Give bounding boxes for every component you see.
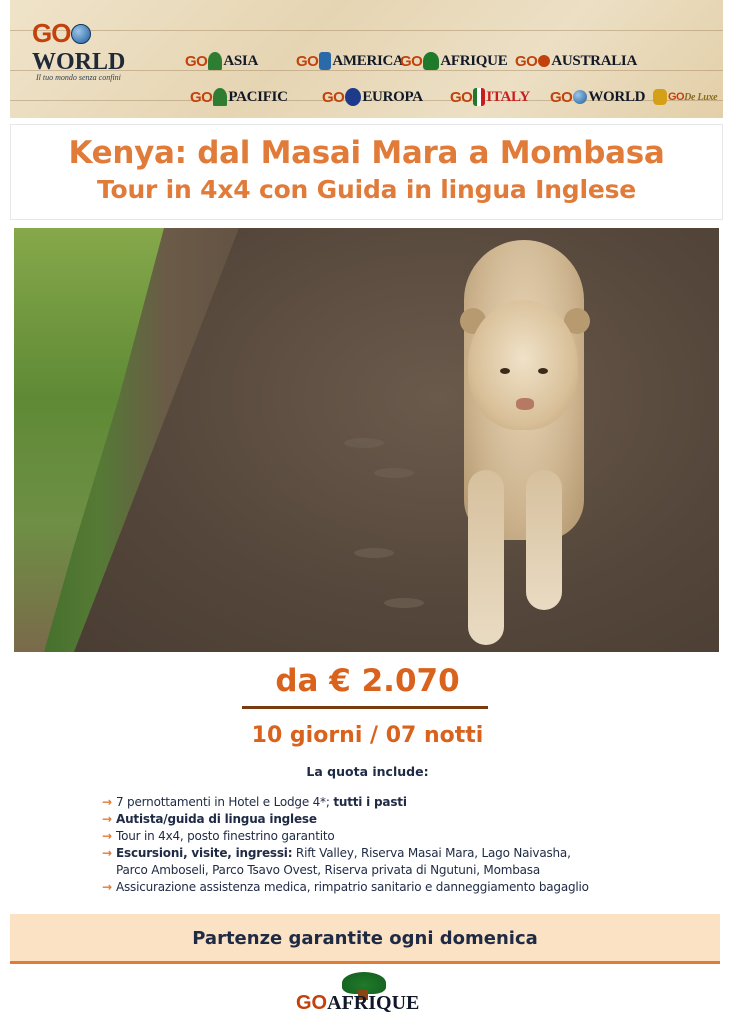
price: da € 2.070 <box>275 663 460 699</box>
logo-world: WORLD <box>32 49 126 75</box>
logo-tagline: Il tuo mondo senza confini <box>36 73 121 82</box>
goafrique-footer-logo[interactable]: GOAFRIQUE <box>290 972 440 1018</box>
paw-print <box>354 548 394 558</box>
globe-icon <box>573 90 587 104</box>
palm-icon <box>208 52 222 70</box>
baobab-icon <box>423 52 439 70</box>
page-subtitle: Tour in 4x4 con Guida in lingua Inglese <box>96 175 637 204</box>
goworld-logo[interactable] <box>32 18 172 82</box>
arrow-right-icon: → <box>102 812 112 826</box>
paw-print <box>374 468 414 478</box>
includes-heading: La quota include: <box>306 764 429 779</box>
brand-go-afrique[interactable]: GO AFRIQUE <box>400 52 508 70</box>
brand-go-italy[interactable]: GO ITALY <box>450 88 530 106</box>
brand-go-america[interactable]: GO AMERICA <box>296 52 404 70</box>
palm-icon <box>213 88 227 106</box>
eu-flag-icon <box>345 88 361 106</box>
logo-go: GO <box>32 18 71 48</box>
brand-go-asia[interactable]: GO ASIA <box>185 52 258 70</box>
lioness-photo <box>14 228 719 652</box>
arrow-right-icon: → <box>102 795 112 809</box>
departures-text: Partenze garantite ogni domenica <box>192 928 538 949</box>
statue-icon <box>319 52 331 70</box>
lioness <box>446 240 606 645</box>
brand-go-pacific[interactable]: GO PACIFIC <box>190 88 288 106</box>
globe-icon <box>71 24 91 44</box>
includes-list <box>102 794 702 896</box>
paw-print <box>344 438 384 448</box>
italy-flag-icon <box>473 88 485 106</box>
list-item-continuation: Parco Amboseli, Parco Tsavo Ovest, Riserva privata di Ngutuni, Mombasa <box>116 863 540 877</box>
header-banner <box>10 0 723 118</box>
boomerang-icon <box>538 55 550 67</box>
list-item: → Assicurazione assistenza medica, rimpatrio sanitario e danneggiamento bagaglio <box>102 880 589 894</box>
brand-go-australia[interactable]: GO AUSTRALIA <box>515 52 637 70</box>
price-underline <box>242 706 488 709</box>
title-box <box>10 124 723 220</box>
page-title: Kenya: dal Masai Mara a Mombasa <box>68 135 665 171</box>
arrow-right-icon: → <box>102 880 112 894</box>
list-item: → Autista/guida di lingua inglese <box>102 812 317 826</box>
arrow-right-icon: → <box>102 846 112 860</box>
brand-go-europa[interactable]: GO EUROPA <box>322 88 423 106</box>
arrow-right-icon: → <box>102 829 112 843</box>
departures-banner <box>10 914 720 964</box>
brand-go-world[interactable]: GO WORLD <box>550 88 646 106</box>
dirt-road <box>74 228 719 652</box>
crown-icon <box>653 89 667 105</box>
list-item: → 7 pernottamenti in Hotel e Lodge 4*; tutti i pasti <box>102 795 407 809</box>
brand-go-deluxe[interactable]: GO De Luxe <box>652 86 717 108</box>
duration: 10 giorni / 07 notti <box>251 723 484 748</box>
list-item: → Tour in 4x4, posto finestrino garantito <box>102 829 335 843</box>
paw-print <box>384 598 424 608</box>
list-item: → Escursioni, visite, ingressi: Rift Valley, Riserva Masai Mara, Lago Naivasha, <box>102 846 571 860</box>
